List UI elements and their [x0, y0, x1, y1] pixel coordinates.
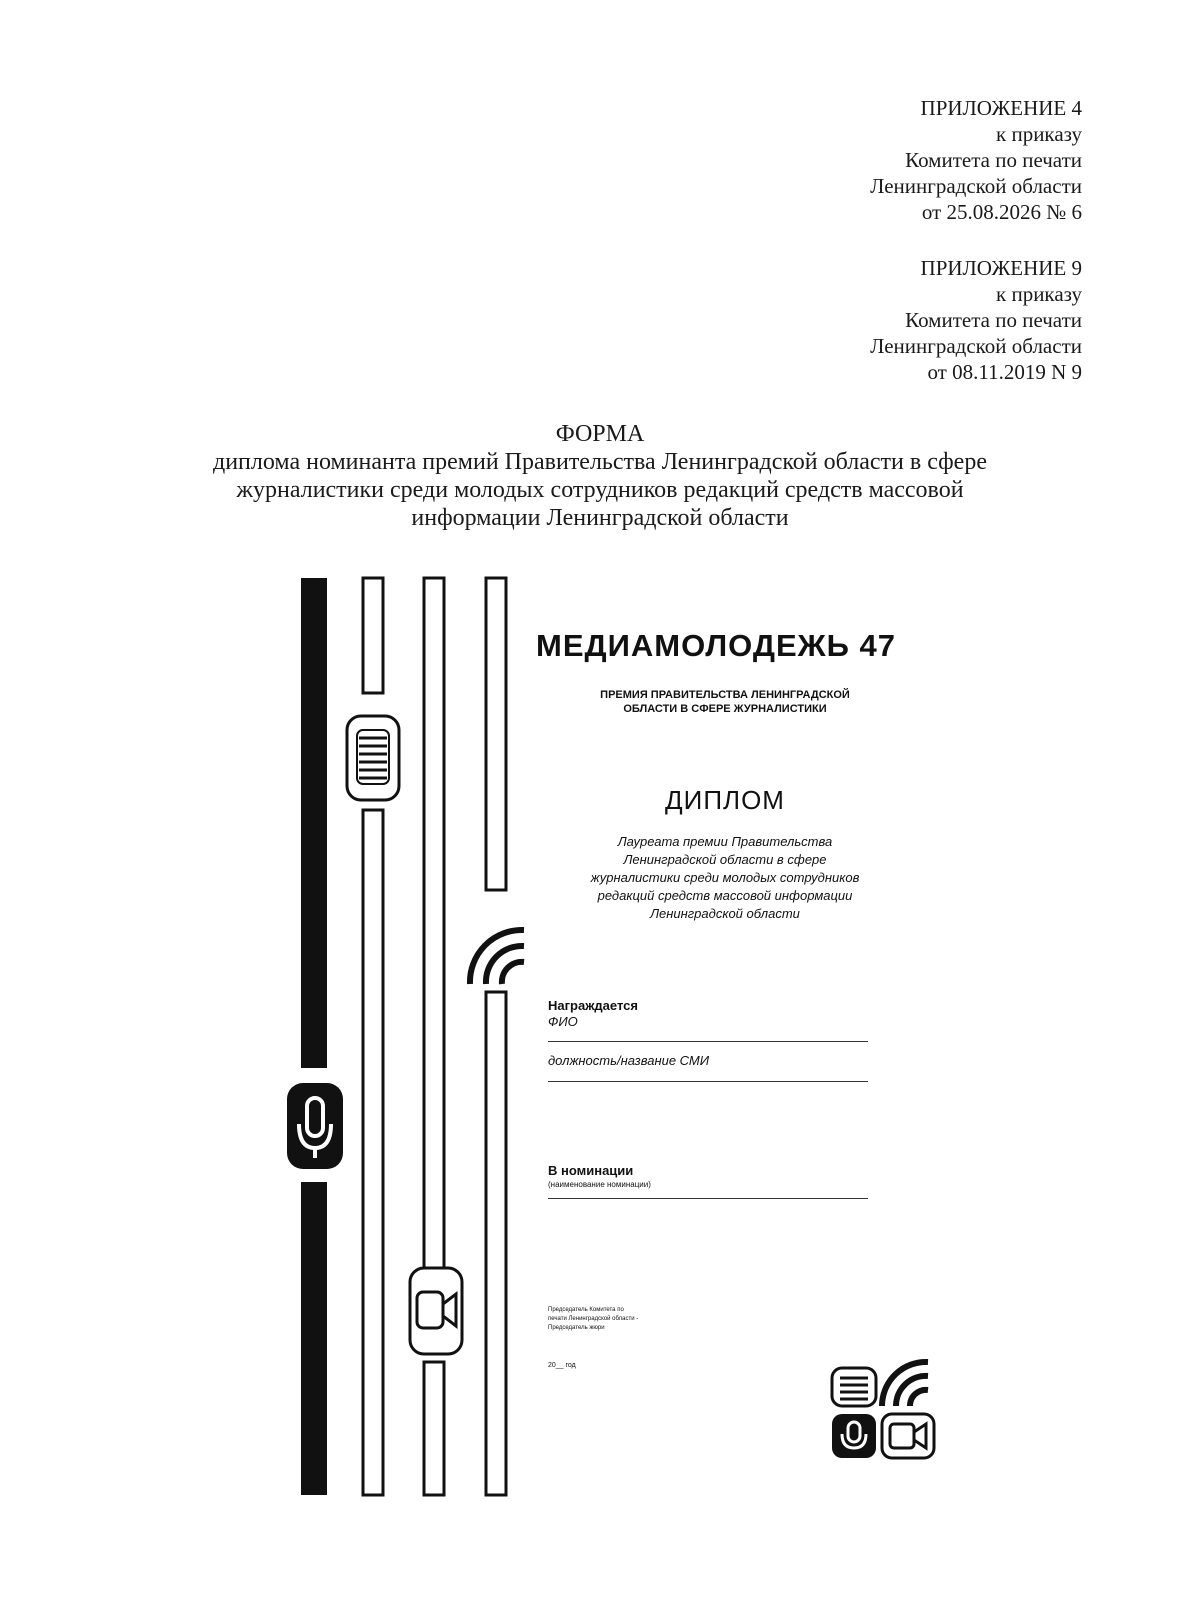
appendix-4-line: Ленинградской области [870, 174, 1082, 198]
outline-stripe-4-top [486, 578, 506, 890]
prize-subtitle-line: ПРЕМИЯ ПРАВИТЕЛЬСТВА ЛЕНИНГРАДСКОЙ [600, 689, 850, 701]
video-camera-icon [882, 1414, 934, 1458]
newspaper-icon [832, 1368, 876, 1406]
diploma-title: ДИПЛОМ [665, 785, 785, 815]
appendix-9-line: к приказу [996, 282, 1082, 306]
fio-label: ФИО [548, 1014, 578, 1029]
form-title-line: журналистики среди молодых сотрудников редакций средств массовой [236, 477, 964, 503]
broadcast-waves-icon [882, 1362, 928, 1406]
appendix-4-line: Комитета по печати [905, 148, 1082, 172]
outline-stripe-2-top [363, 578, 383, 693]
form-title-line: информации Ленинградской области [411, 505, 789, 531]
laureate-text [545, 833, 905, 923]
black-stripe-top [301, 578, 327, 1068]
prize-subtitle-line: ОБЛАСТИ В СФЕРЕ ЖУРНАЛИСТИКИ [623, 703, 827, 715]
laureate-line: журналистики среди молодых сотрудников [590, 870, 860, 885]
fio-fill-line [548, 1041, 868, 1042]
corner-logo [832, 1362, 934, 1458]
black-stripe-bottom [301, 1182, 327, 1495]
nomination-fill-line [548, 1198, 868, 1199]
chairman-signature-block [548, 1306, 748, 1333]
broadcast-waves-icon [470, 930, 524, 984]
outline-stripe-2-bottom [363, 810, 383, 1495]
prize-subtitle [560, 688, 890, 716]
microphone-icon [832, 1414, 876, 1458]
form-title-heading: ФОРМА [555, 421, 645, 447]
chairman-line: Председатель Комитета по [548, 1307, 624, 1313]
chairman-line: Председатель жюри [548, 1325, 605, 1331]
appendix-9-date: от 08.11.2019 N 9 [927, 360, 1082, 384]
outline-stripe-3-bottom [424, 1362, 444, 1495]
nomination-label: В номинации [548, 1163, 634, 1178]
outline-stripe-3-top [424, 578, 444, 1268]
appendix-9-line: Ленинградской области [870, 334, 1082, 358]
appendix-4-heading: ПРИЛОЖЕНИЕ 4 [920, 96, 1082, 120]
video-camera-icon [410, 1268, 462, 1354]
nomination-hint: (наименование номинации) [548, 1180, 651, 1189]
appendix-4-date: от 25.08.2026 № 6 [921, 200, 1082, 224]
newspaper-icon [347, 716, 399, 800]
laureate-line: Ленинградской области в сфере [623, 852, 827, 867]
chairman-line: печати Ленинградской области - [548, 1316, 639, 1322]
position-label: должность/название СМИ [548, 1053, 710, 1068]
laureate-line: Лауреата премии Правительства [617, 834, 833, 849]
appendix-4-line: к приказу [996, 122, 1082, 146]
awarded-label: Награждается [548, 998, 638, 1013]
form-title-line: диплома номинанта премий Правительства Ленинградской области в сфере [213, 449, 987, 475]
laureate-line: редакций средств массовой информации [597, 888, 853, 903]
microphone-icon [287, 1083, 343, 1169]
outline-stripe-4-bottom [486, 992, 506, 1495]
decorative-stripes [301, 578, 506, 1495]
position-fill-line [548, 1081, 868, 1082]
appendix-9-heading: ПРИЛОЖЕНИЕ 9 [920, 256, 1082, 280]
diploma-brand: МЕДИАМОЛОДЕЖЬ 47 [536, 628, 897, 663]
laureate-line: Ленинградской области [650, 906, 800, 921]
appendix-9-line: Комитета по печати [905, 308, 1082, 332]
year-field: 20__ год [548, 1362, 576, 1369]
